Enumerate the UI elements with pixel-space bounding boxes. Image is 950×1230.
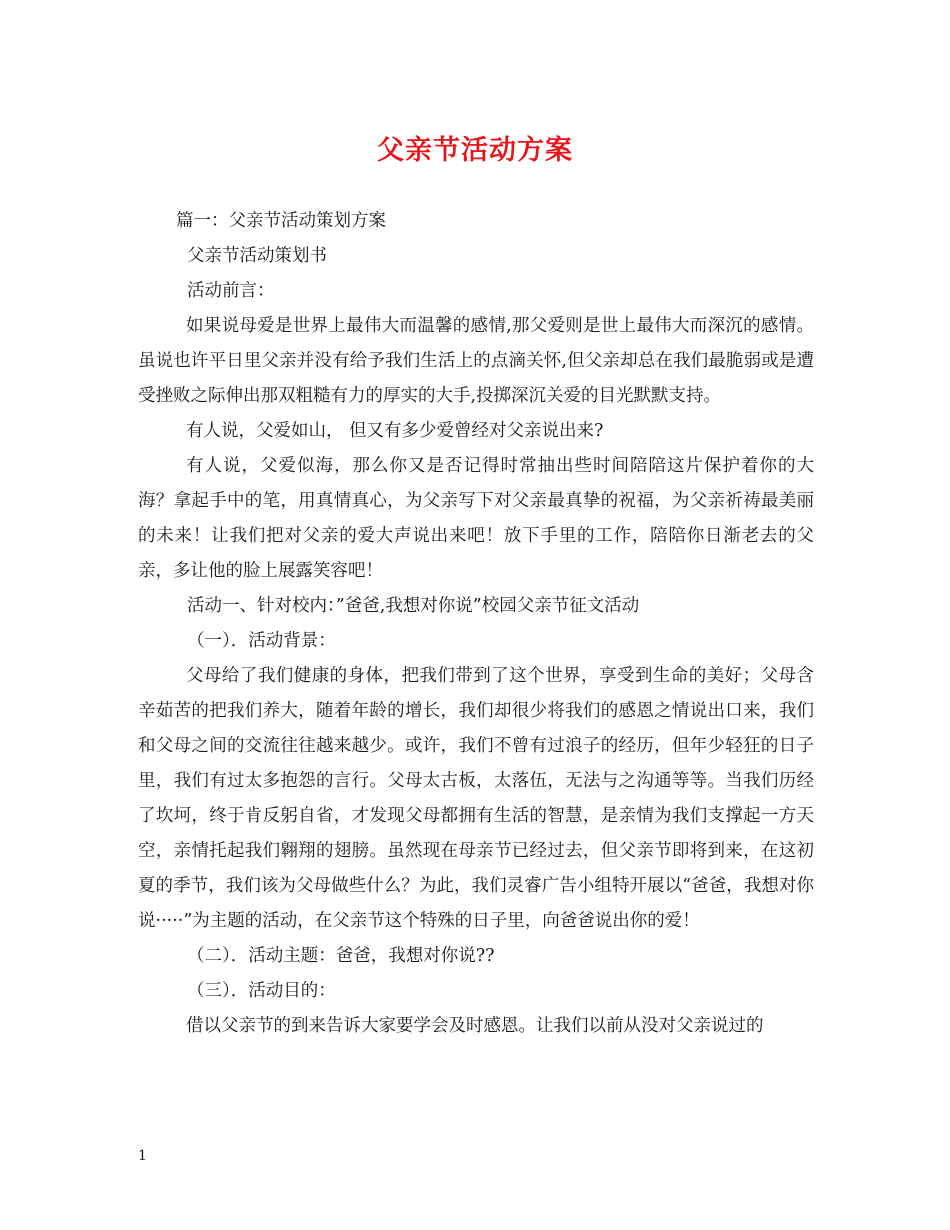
page-number: 1 [138, 1148, 147, 1164]
paragraph-preface: 如果说母爱是世界上最伟大而温馨的感情,那父爱则是世上最伟大而深沉的感情。虽说也许平日里父亲并没有给予我们生活上的点滴关怀,但父亲却总在我们最脆弱或是遭受挫败之际伸出那双粗糙有力的厚实的大手,投掷深沉关爱的目光默默支持。 [138, 316, 814, 406]
document-body [138, 204, 814, 1044]
preface-label: 活动前言： [187, 281, 275, 301]
paragraph-background: 父母给了我们健康的身体，把我们带到了这个世界，享受到生命的美好；父母含辛茹苦的把我们养大，随着年龄的增长，我们却很少将我们的感恩之情说出口来，我们和父母之间的交流往往越来越少。或许，我们不曾有过浪子的经历，但年少轻狂的日子里，我们有过太多抱怨的言行。父母太古板，太落伍，无法与之沟通等等。当我们历经了坎坷，终于肯反躬自省，才发现父母都拥有生活的智慧，是亲情为我们支撑起一方天空，亲情托起我们翱翔的翅膀。虽然现在母亲节已经过去，但父亲节即将到来，在这初夏的季节，我们该为父母做些什么？为此，我们灵睿广告小组特开展以“爸爸，我想对你说·····”为主题的活动，在父亲节这个特殊的日子里，向爸爸说出你的爱！ [138, 666, 814, 931]
section-purpose-heading: （三）．活动目的： [187, 981, 336, 1001]
chapter-heading: 篇一：父亲节活动策划方案 [176, 211, 386, 231]
activity-one-heading: 活动一、针对校内：”爸爸,我想对你说”校园父亲节征文活动 [187, 596, 640, 616]
sub-heading: 父亲节活动策划书 [187, 246, 327, 266]
document-title: 父亲节活动方案 [377, 135, 573, 166]
section-background-heading: （一）．活动背景： [187, 631, 336, 651]
paragraph-purpose: 借以父亲节的到来告诉大家要学会及时感恩。让我们以前从没对父亲说过的 [186, 1016, 764, 1036]
paragraph-sea: 有人说，父爱似海，那么你又是否记得时常抽出些时间陪陪这片保护着你的大海？拿起手中的笔，用真情真心，为父亲写下对父亲最真挚的祝福，为父亲祈祷最美丽的未来！让我们把对父亲的爱大声说出来吧！放下手里的工作，陪陪你日渐老去的父亲，多让他的脸上展露笑容吧！ [138, 456, 814, 581]
paragraph-mountain: 有人说，父爱如山， 但又有多少爱曾经对父亲说出来? [186, 421, 604, 441]
section-theme-heading: （二）．活动主题：爸爸，我想对你说?? [187, 946, 495, 966]
